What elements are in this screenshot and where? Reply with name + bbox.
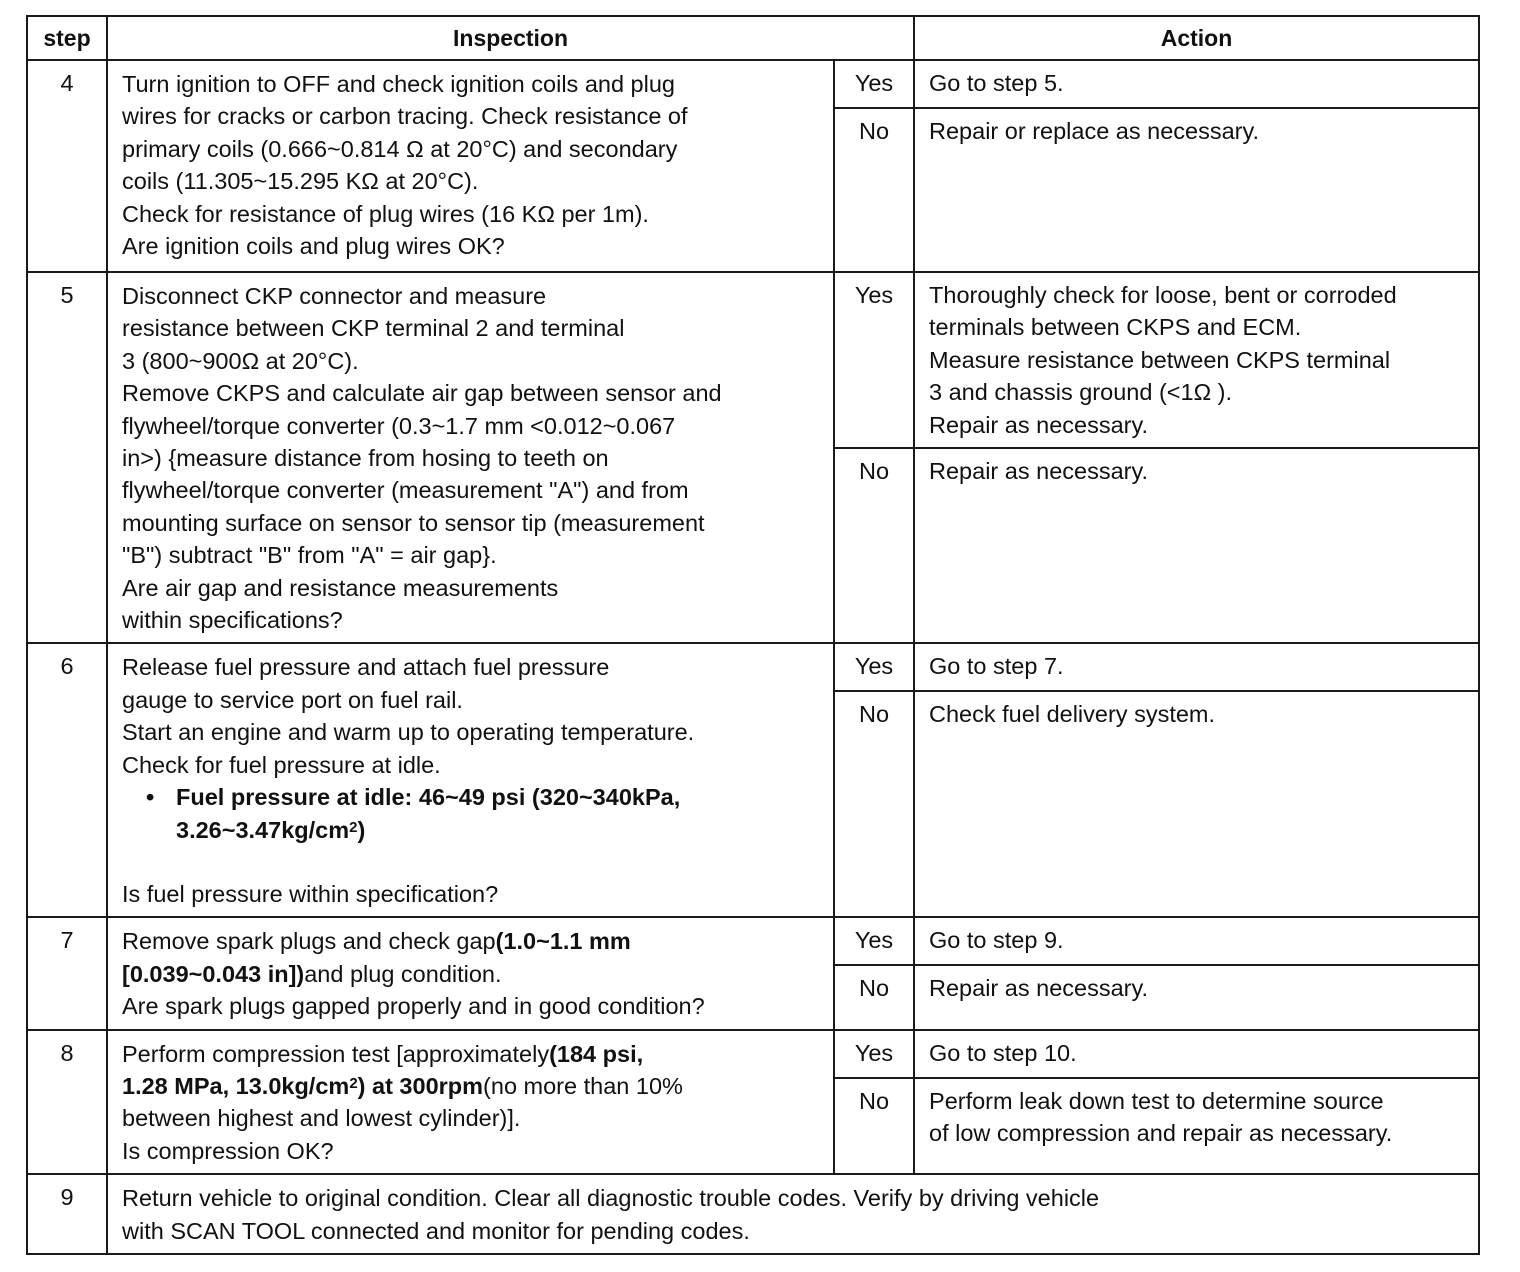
step-5-yes-row (27, 272, 1479, 448)
inspection-text: and plug condition. (304, 960, 502, 987)
inspection-line: Are air gap and resistance measurements (122, 574, 559, 601)
inspection-line (122, 1038, 823, 1070)
action-line: Repair as necessary. (929, 458, 1149, 485)
step-inspection (107, 60, 834, 272)
superscript: 2 (349, 818, 358, 836)
step-6-yes-row (27, 643, 1479, 691)
inspection-line: between highest and lowest cylinder)]. (122, 1105, 521, 1132)
inspection-line: flywheel/torque converter (0.3~1.7 mm <0.012~0.067 (122, 412, 676, 439)
action-line: terminals between CKPS and ECM. (929, 314, 1302, 341)
header-action: Action (914, 16, 1479, 60)
inspection-line (122, 958, 823, 990)
inspection-line: 3 (800~900Ω at 20°C). (122, 347, 359, 374)
no-label: No (834, 691, 914, 917)
yes-action (914, 272, 1479, 448)
blank-line (122, 846, 823, 878)
inspection-spec: [0.039~0.043 in]) (122, 960, 305, 987)
inspection-line: Release fuel pressure and attach fuel pressure (122, 654, 610, 681)
no-label: No (834, 448, 914, 643)
no-label: No (834, 108, 914, 272)
no-label: No (834, 965, 914, 1029)
inspection-line: primary coils (0.666~0.814 Ω at 20°C) and secondary (122, 135, 678, 162)
inspection-spec: (184 psi, (549, 1040, 644, 1067)
inspection-line: Are ignition coils and plug wires OK? (122, 233, 505, 260)
header-row (27, 16, 1479, 60)
inspection-spec: ) at 300rpm (357, 1072, 484, 1099)
yes-action (914, 60, 1479, 108)
inspection-text: Perform compression test [approximately (122, 1040, 550, 1067)
inspection-line (122, 1070, 823, 1102)
step-inspection (107, 917, 834, 1029)
inspection-line: Remove CKPS and calculate air gap between sensor and (122, 380, 722, 407)
yes-label: Yes (834, 1030, 914, 1078)
step-number: 8 (27, 1030, 107, 1175)
no-action (914, 448, 1479, 643)
superscript: 2 (349, 1074, 358, 1092)
no-action (914, 965, 1479, 1029)
yes-label: Yes (834, 272, 914, 448)
diagnostic-table (26, 15, 1480, 1255)
inspection-line: with SCAN TOOL connected and monitor for pending codes. (122, 1217, 750, 1244)
action-line: Thoroughly check for loose, bent or corroded (929, 282, 1397, 308)
yes-label: Yes (834, 917, 914, 965)
inspection-line: mounting surface on sensor to sensor tip (measurement (122, 509, 705, 536)
action-line: Go to step 10. (929, 1039, 1077, 1066)
inspection-line: Check for fuel pressure at idle. (122, 751, 441, 778)
action-line: of low compression and repair as necessary. (929, 1119, 1393, 1146)
step-7-yes-row (27, 917, 1479, 965)
yes-action (914, 917, 1479, 965)
inspection-line: "B") subtract "B" from "A" = air gap}. (122, 542, 497, 569)
inspection-spec: 1.28 MPa, 13.0kg/cm (122, 1072, 350, 1099)
inspection-line: Is compression OK? (122, 1137, 334, 1164)
step-8-yes-row (27, 1030, 1479, 1078)
step-inspection (107, 1174, 1479, 1254)
inspection-text: Remove spark plugs and check gap (122, 928, 496, 955)
spec-text: ) (357, 816, 366, 843)
yes-action (914, 643, 1479, 691)
step-number: 5 (27, 272, 107, 643)
step-4-yes-row (27, 60, 1479, 108)
inspection-line: wires for cracks or carbon tracing. Check resistance of (122, 103, 688, 130)
inspection-line: Check for resistance of plug wires (16 KΩ per 1m). (122, 200, 649, 227)
action-line: Go to step 9. (929, 927, 1064, 954)
yes-label: Yes (834, 643, 914, 691)
step-9-row (27, 1174, 1479, 1254)
inspection-line: coils (11.305~15.295 KΩ at 20°C). (122, 168, 479, 195)
step-inspection (107, 643, 834, 917)
inspection-line: Return vehicle to original condition. Clear all diagnostic trouble codes. Verify by driving vehicle (122, 1185, 1100, 1212)
step-number: 4 (27, 60, 107, 272)
action-line: Repair or replace as necessary. (929, 118, 1260, 144)
no-action (914, 1078, 1479, 1175)
spec-text: 3.26~3.47kg/cm (176, 816, 350, 843)
no-action (914, 691, 1479, 917)
action-line: Check fuel delivery system. (929, 701, 1216, 728)
no-action (914, 108, 1479, 272)
yes-label: Yes (834, 60, 914, 108)
inspection-text: (no more than 10% (483, 1072, 683, 1099)
inspection-line: gauge to service port on fuel rail. (122, 686, 463, 713)
inspection-line: Turn ignition to OFF and check ignition coils and plug (122, 71, 675, 97)
inspection-line (122, 925, 823, 957)
header-inspection: Inspection (107, 16, 914, 60)
bullet-icon: • (146, 784, 155, 811)
step-number: 6 (27, 643, 107, 917)
action-line: Repair as necessary. (929, 975, 1149, 1002)
yes-action (914, 1030, 1479, 1078)
inspection-line: within specifications? (122, 607, 343, 634)
action-line: Repair as necessary. (929, 411, 1149, 438)
step-inspection (107, 1030, 834, 1175)
action-line: Go to step 7. (929, 653, 1064, 680)
inspection-spec: (1.0~1.1 mm (495, 928, 631, 955)
action-line: Measure resistance between CKPS terminal (929, 346, 1391, 373)
inspection-line: Are spark plugs gapped properly and in good condition? (122, 993, 705, 1020)
no-label: No (834, 1078, 914, 1175)
header-step: step (27, 16, 107, 60)
inspection-question: Is fuel pressure within specification? (122, 880, 499, 907)
step-number: 7 (27, 917, 107, 1029)
spec-text: Fuel pressure at idle: 46~49 psi (320~340kPa, (176, 784, 681, 811)
inspection-line: Disconnect CKP connector and measure (122, 283, 547, 309)
inspection-line: flywheel/torque converter (measurement "A") and from (122, 477, 689, 504)
action-line: 3 and chassis ground (<1Ω ). (929, 379, 1233, 406)
step-inspection (107, 272, 834, 643)
step-number: 9 (27, 1174, 107, 1254)
action-line: Perform leak down test to determine source (929, 1087, 1384, 1114)
inspection-line: resistance between CKP terminal 2 and terminal (122, 315, 625, 342)
action-line: Go to step 5. (929, 70, 1064, 96)
spec-continuation (122, 814, 823, 846)
spec-bullet (122, 781, 823, 813)
inspection-line: in>) {measure distance from hosing to teeth on (122, 445, 609, 472)
inspection-line: Start an engine and warm up to operating temperature. (122, 719, 695, 746)
